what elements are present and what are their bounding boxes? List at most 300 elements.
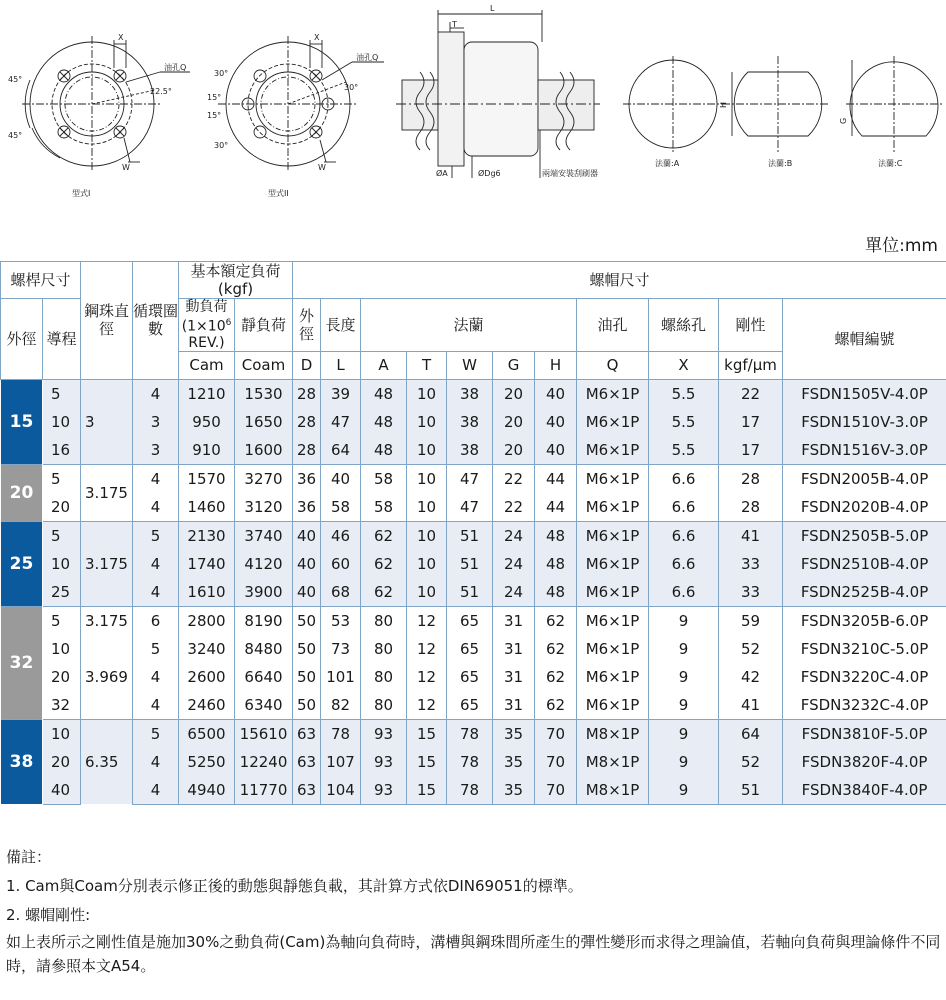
cell-x: 9 (649, 663, 719, 691)
cell-circuits: 4 (133, 776, 179, 805)
cell-q: M6×1P (577, 521, 649, 550)
cell-w: 51 (447, 550, 493, 578)
technical-drawings (0, 0, 946, 210)
cell-x: 6.6 (649, 493, 719, 522)
cell-stiffness: 64 (719, 719, 783, 748)
cell-lead: 10 (43, 550, 81, 578)
cell-w: 38 (447, 436, 493, 465)
cell-q: M6×1P (577, 635, 649, 663)
cell-stiffness: 41 (719, 691, 783, 720)
header-stiffness: 剛性 (719, 299, 783, 352)
cell-l: 40 (321, 464, 361, 493)
cell-ball-dia: 3.175 (81, 464, 133, 521)
cell-nut-model: FSDN3210C-5.0P (783, 635, 946, 663)
cell-coam: 6640 (235, 663, 293, 691)
nut-dg6-label: ØDg6 (478, 169, 501, 178)
notes-section (6, 843, 942, 978)
cell-g: 24 (493, 550, 535, 578)
type2-angle-label: 15° (207, 111, 222, 120)
cell-d: 63 (293, 748, 321, 776)
header-dynamic-unit-sup: 6 (225, 318, 232, 328)
cell-ball-dia: 3.175 (81, 606, 133, 635)
cell-q: M6×1P (577, 578, 649, 607)
cell-w: 47 (447, 493, 493, 522)
cell-t: 12 (407, 691, 447, 720)
cell-l: 107 (321, 748, 361, 776)
cell-l: 73 (321, 635, 361, 663)
cell-h: 48 (535, 578, 577, 607)
cell-a: 48 (361, 408, 407, 436)
header-h: H (535, 351, 577, 379)
cell-x: 5.5 (649, 436, 719, 465)
type2-angle-label: 15° (207, 93, 222, 102)
header-outer: 外徑 (293, 299, 321, 352)
type2-angle-label: 30° (214, 69, 229, 78)
type1-angle-label: 45° (8, 131, 23, 140)
header-rated-load: 基本額定負荷(kgf) (179, 262, 293, 299)
table-row (1, 493, 946, 522)
flange-a-caption: 法蘭:A (655, 159, 680, 168)
note-1: 1. Cam與Coam分別表示修正後的動態與靜態負載，其計算方式依DIN69051的標準。 (6, 877, 583, 895)
cell-nut-model: FSDN3820F-4.0P (783, 748, 946, 776)
type2-x-label: X (314, 33, 320, 42)
cell-l: 53 (321, 606, 361, 635)
cell-cam: 2800 (179, 606, 235, 635)
cell-t: 10 (407, 493, 447, 522)
cell-ball-dia: 3.969 (81, 635, 133, 720)
cell-lead: 5 (43, 606, 81, 635)
cell-a: 48 (361, 379, 407, 408)
cell-coam: 4120 (235, 550, 293, 578)
cell-cam: 1460 (179, 493, 235, 522)
header-dynamic-label: 動負荷 (185, 299, 228, 315)
cell-coam: 1650 (235, 408, 293, 436)
flange-a-drawing (623, 56, 723, 152)
flange-c-drawing (846, 56, 944, 152)
header-stiffness-unit: kgf/μm (719, 351, 783, 379)
cell-lead: 20 (43, 663, 81, 691)
cell-w: 38 (447, 379, 493, 408)
cell-x: 6.6 (649, 464, 719, 493)
cell-t: 12 (407, 606, 447, 635)
cell-l: 78 (321, 719, 361, 748)
type2-oil-label: 油孔Q (356, 53, 379, 62)
cell-w: 65 (447, 635, 493, 663)
cell-stiffness: 33 (719, 550, 783, 578)
cell-circuits: 4 (133, 379, 179, 408)
cell-x: 9 (649, 748, 719, 776)
table-row (1, 635, 946, 663)
cell-q: M8×1P (577, 776, 649, 805)
cell-ball-dia: 3 (81, 379, 133, 464)
cell-nut-model: FSDN2505B-5.0P (783, 521, 946, 550)
header-flange: 法蘭 (361, 299, 577, 352)
cell-stiffness: 28 (719, 493, 783, 522)
cell-nut-model: FSDN1510V-3.0P (783, 408, 946, 436)
cell-h: 40 (535, 379, 577, 408)
cell-circuits: 4 (133, 663, 179, 691)
cell-lead: 5 (43, 464, 81, 493)
flange-b-drawing (722, 56, 830, 152)
cell-od: 32 (1, 606, 43, 719)
header-dynamic-unit (179, 315, 234, 335)
cell-od: 25 (1, 521, 43, 606)
cell-nut-model: FSDN3220C-4.0P (783, 663, 946, 691)
table-row (1, 464, 946, 493)
cell-nut-model: FSDN3232C-4.0P (783, 691, 946, 720)
cell-cam: 950 (179, 408, 235, 436)
cell-t: 10 (407, 578, 447, 607)
cell-od: 20 (1, 464, 43, 521)
cell-d: 50 (293, 606, 321, 635)
cell-x: 9 (649, 776, 719, 805)
cell-l: 82 (321, 691, 361, 720)
cell-d: 28 (293, 379, 321, 408)
type2-w-label: W (318, 163, 326, 172)
cell-nut-model: FSDN3810F-5.0P (783, 719, 946, 748)
cell-l: 68 (321, 578, 361, 607)
cell-coam: 15610 (235, 719, 293, 748)
cell-a: 93 (361, 776, 407, 805)
cell-d: 50 (293, 691, 321, 720)
cell-a: 80 (361, 606, 407, 635)
cell-g: 20 (493, 379, 535, 408)
nut-a-label: ØA (436, 169, 448, 178)
cell-circuits: 4 (133, 691, 179, 720)
cell-t: 10 (407, 464, 447, 493)
cell-nut-model: FSDN2510B-4.0P (783, 550, 946, 578)
cell-a: 80 (361, 691, 407, 720)
cell-w: 78 (447, 719, 493, 748)
cell-w: 38 (447, 408, 493, 436)
flange-b-caption: 法蘭:B (768, 159, 793, 168)
cell-cam: 910 (179, 436, 235, 465)
header-static: 靜負荷 (235, 299, 293, 352)
type1-flange-drawing (22, 36, 190, 172)
header-q: Q (577, 351, 649, 379)
cell-a: 58 (361, 493, 407, 522)
cell-x: 9 (649, 691, 719, 720)
cell-circuits: 4 (133, 493, 179, 522)
cell-cam: 2130 (179, 521, 235, 550)
type1-caption: 型式I (72, 189, 91, 198)
notes-title: 備註： (6, 848, 52, 866)
cell-lead: 25 (43, 578, 81, 607)
cell-w: 65 (447, 691, 493, 720)
cell-coam: 1600 (235, 436, 293, 465)
cell-w: 47 (447, 464, 493, 493)
nut-wiper-label: 兩端安裝刮刷器 (542, 169, 598, 178)
cell-circuits: 3 (133, 436, 179, 465)
cell-h: 62 (535, 635, 577, 663)
cell-q: M6×1P (577, 663, 649, 691)
cell-g: 35 (493, 719, 535, 748)
cell-h: 70 (535, 776, 577, 805)
cell-h: 44 (535, 493, 577, 522)
cell-lead: 16 (43, 436, 81, 465)
cell-a: 80 (361, 635, 407, 663)
cell-g: 35 (493, 776, 535, 805)
cell-h: 62 (535, 663, 577, 691)
header-w: W (447, 351, 493, 379)
cell-g: 35 (493, 748, 535, 776)
cell-d: 50 (293, 663, 321, 691)
cell-nut-model: FSDN1516V-3.0P (783, 436, 946, 465)
flange-c-caption: 法蘭:C (878, 159, 903, 168)
cell-stiffness: 17 (719, 408, 783, 436)
cell-d: 36 (293, 464, 321, 493)
cell-h: 62 (535, 691, 577, 720)
cell-q: M6×1P (577, 493, 649, 522)
cell-t: 10 (407, 408, 447, 436)
cell-circuits: 4 (133, 578, 179, 607)
header-dynamic-unit-b: REV.) (188, 334, 225, 351)
cell-stiffness: 59 (719, 606, 783, 635)
cell-circuits: 5 (133, 635, 179, 663)
cell-g: 22 (493, 493, 535, 522)
cell-d: 28 (293, 436, 321, 465)
header-dynamic-unit-a: (1×10 (181, 318, 226, 335)
cell-x: 6.6 (649, 550, 719, 578)
cell-q: M6×1P (577, 436, 649, 465)
cell-cam: 5250 (179, 748, 235, 776)
cell-x: 6.6 (649, 521, 719, 550)
cell-g: 31 (493, 663, 535, 691)
type2-angle-label: 30° (214, 141, 229, 150)
type1-oil-label: 油孔Q (164, 63, 187, 72)
cell-ball-dia: 3.175 (81, 521, 133, 606)
cell-nut-model: FSDN3205B-6.0P (783, 606, 946, 635)
cell-a: 93 (361, 719, 407, 748)
cell-q: M6×1P (577, 606, 649, 635)
note-3: 如上表所示之剛性值是施加30%之動負荷(Cam)為軸向負荷時，溝槽與鋼珠間所產生的彈性變形而求得之理論值，若軸向負荷與理論條件不同時，請參照本文A54。 (6, 933, 941, 975)
cell-q: M6×1P (577, 691, 649, 720)
header-oil-hole: 油孔 (577, 299, 649, 352)
cell-g: 22 (493, 464, 535, 493)
cell-t: 10 (407, 521, 447, 550)
table-row (1, 521, 946, 550)
cell-q: M6×1P (577, 464, 649, 493)
cell-coam: 3120 (235, 493, 293, 522)
header-t: T (407, 351, 447, 379)
cell-od: 38 (1, 719, 43, 804)
cell-h: 62 (535, 606, 577, 635)
cell-l: 60 (321, 550, 361, 578)
cell-w: 51 (447, 521, 493, 550)
cell-x: 9 (649, 606, 719, 635)
cell-lead: 10 (43, 408, 81, 436)
table-row (1, 748, 946, 776)
cell-cam: 3240 (179, 635, 235, 663)
cell-cam: 1740 (179, 550, 235, 578)
table-row (1, 691, 946, 720)
cell-a: 62 (361, 578, 407, 607)
table-row (1, 379, 946, 408)
cell-h: 70 (535, 748, 577, 776)
cell-nut-model: FSDN3840F-4.0P (783, 776, 946, 805)
note-2: 2. 螺帽剛性: (6, 906, 91, 924)
cell-x: 6.6 (649, 578, 719, 607)
cell-d: 36 (293, 493, 321, 522)
header-d: D (293, 351, 321, 379)
cell-circuits: 5 (133, 521, 179, 550)
cell-lead: 20 (43, 493, 81, 522)
cell-cam: 1210 (179, 379, 235, 408)
cell-t: 10 (407, 379, 447, 408)
cell-l: 101 (321, 663, 361, 691)
flange-c-g-label: G (839, 117, 848, 124)
cell-q: M6×1P (577, 408, 649, 436)
header-screw-hole: 螺絲孔 (649, 299, 719, 352)
cell-l: 47 (321, 408, 361, 436)
cell-x: 5.5 (649, 379, 719, 408)
cell-coam: 3270 (235, 464, 293, 493)
cell-x: 9 (649, 719, 719, 748)
cell-q: M6×1P (577, 379, 649, 408)
cell-l: 39 (321, 379, 361, 408)
cell-t: 12 (407, 663, 447, 691)
cell-stiffness: 51 (719, 776, 783, 805)
cell-lead: 5 (43, 379, 81, 408)
cell-circuits: 4 (133, 464, 179, 493)
spec-table-body (1, 379, 946, 804)
cell-d: 40 (293, 578, 321, 607)
cell-h: 48 (535, 521, 577, 550)
table-row (1, 719, 946, 748)
cell-circuits: 3 (133, 408, 179, 436)
cell-w: 78 (447, 776, 493, 805)
header-g: G (493, 351, 535, 379)
type1-angle-label: 45° (8, 75, 23, 84)
header-screw-size: 螺桿尺寸 (1, 262, 81, 299)
cell-stiffness: 33 (719, 578, 783, 607)
cell-t: 12 (407, 635, 447, 663)
cell-stiffness: 52 (719, 748, 783, 776)
spec-table (0, 261, 946, 805)
cell-cam: 6500 (179, 719, 235, 748)
cell-g: 20 (493, 408, 535, 436)
type2-angle-label: 30° (344, 83, 359, 92)
cell-lead: 10 (43, 719, 81, 748)
cell-circuits: 6 (133, 606, 179, 635)
cell-od: 15 (1, 379, 43, 464)
nut-side-view-drawing (396, 10, 600, 178)
header-l: L (321, 351, 361, 379)
header-x: X (649, 351, 719, 379)
header-nut-size: 螺帽尺寸 (293, 262, 946, 299)
header-dynamic (179, 299, 235, 352)
type2-caption: 型式II (268, 189, 289, 198)
cell-l: 104 (321, 776, 361, 805)
header-ball-dia: 鋼珠直徑 (81, 262, 133, 380)
cell-nut-model: FSDN2525B-4.0P (783, 578, 946, 607)
cell-cam: 2460 (179, 691, 235, 720)
cell-g: 31 (493, 635, 535, 663)
cell-h: 44 (535, 464, 577, 493)
cell-lead: 40 (43, 776, 81, 805)
cell-coam: 3740 (235, 521, 293, 550)
table-row (1, 776, 946, 805)
cell-ball-dia: 6.35 (81, 719, 133, 804)
table-row (1, 436, 946, 465)
cell-d: 28 (293, 408, 321, 436)
cell-l: 58 (321, 493, 361, 522)
cell-w: 78 (447, 748, 493, 776)
cell-g: 31 (493, 691, 535, 720)
header-cam: Cam (179, 351, 235, 379)
cell-d: 40 (293, 521, 321, 550)
cell-a: 80 (361, 663, 407, 691)
header-circuits: 循環圈數 (133, 262, 179, 380)
type1-w-label: W (122, 163, 130, 172)
header-nut-model: 螺帽編號 (783, 299, 946, 380)
cell-stiffness: 41 (719, 521, 783, 550)
cell-t: 15 (407, 748, 447, 776)
cell-coam: 3900 (235, 578, 293, 607)
cell-cam: 4940 (179, 776, 235, 805)
cell-h: 48 (535, 550, 577, 578)
cell-h: 70 (535, 719, 577, 748)
type1-x-label: X (118, 33, 124, 42)
cell-x: 5.5 (649, 408, 719, 436)
cell-cam: 2600 (179, 663, 235, 691)
cell-l: 46 (321, 521, 361, 550)
cell-w: 65 (447, 606, 493, 635)
cell-stiffness: 42 (719, 663, 783, 691)
cell-t: 10 (407, 436, 447, 465)
nut-l-label: L (490, 4, 495, 13)
cell-circuits: 4 (133, 748, 179, 776)
cell-q: M8×1P (577, 719, 649, 748)
cell-cam: 1610 (179, 578, 235, 607)
header-a: A (361, 351, 407, 379)
cell-circuits: 5 (133, 719, 179, 748)
cell-g: 31 (493, 606, 535, 635)
cell-t: 10 (407, 550, 447, 578)
cell-d: 63 (293, 776, 321, 805)
cell-a: 62 (361, 521, 407, 550)
cell-g: 24 (493, 521, 535, 550)
cell-g: 24 (493, 578, 535, 607)
cell-t: 15 (407, 776, 447, 805)
cell-coam: 6340 (235, 691, 293, 720)
cell-lead: 20 (43, 748, 81, 776)
table-row (1, 408, 946, 436)
cell-t: 15 (407, 719, 447, 748)
cell-nut-model: FSDN2005B-4.0P (783, 464, 946, 493)
table-row (1, 606, 946, 635)
cell-l: 64 (321, 436, 361, 465)
cell-cam: 1570 (179, 464, 235, 493)
cell-w: 65 (447, 663, 493, 691)
cell-q: M6×1P (577, 550, 649, 578)
cell-h: 40 (535, 408, 577, 436)
table-row (1, 550, 946, 578)
cell-stiffness: 22 (719, 379, 783, 408)
cell-w: 51 (447, 578, 493, 607)
cell-coam: 8480 (235, 635, 293, 663)
cell-x: 9 (649, 635, 719, 663)
header-lead: 導程 (43, 299, 81, 380)
cell-stiffness: 28 (719, 464, 783, 493)
cell-d: 40 (293, 550, 321, 578)
cell-coam: 1530 (235, 379, 293, 408)
cell-d: 50 (293, 635, 321, 663)
cell-g: 20 (493, 436, 535, 465)
unit-label: 單位:mm (865, 236, 938, 256)
cell-nut-model: FSDN1505V-4.0P (783, 379, 946, 408)
cell-a: 62 (361, 550, 407, 578)
